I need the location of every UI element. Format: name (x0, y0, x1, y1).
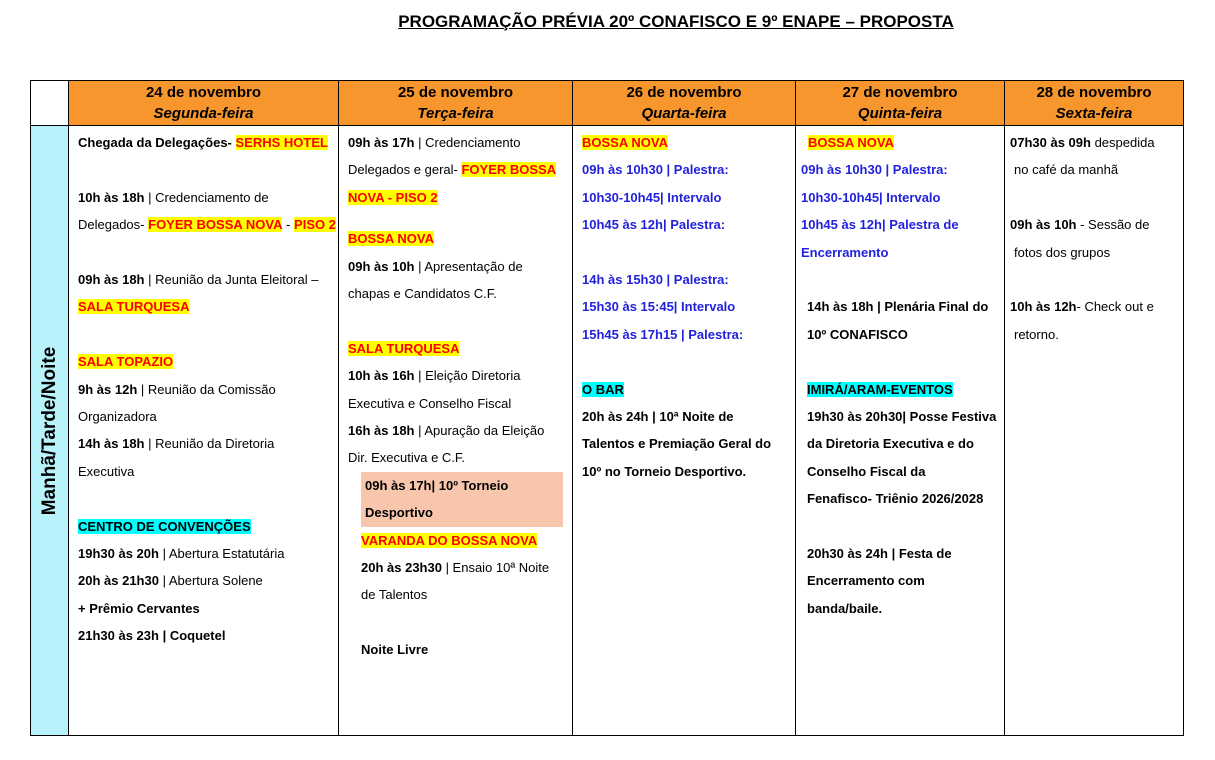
event-text: banda/baile. (807, 600, 883, 616)
day-weekday: Sexta-feira (1055, 105, 1133, 122)
day-weekday: Quinta-feira (857, 105, 943, 122)
venue-highlight: BOSSA NOVA (348, 231, 434, 247)
event-text: | Eleição Diretoria (414, 368, 521, 384)
event-text: chapas e Candidatos C.F. (348, 286, 497, 302)
event-time: 9h às 12h (78, 381, 138, 397)
event-text: Fenafisco- Triênio 2026/2028 (807, 491, 984, 507)
event-time: 10h às 16h (348, 368, 415, 384)
event-text: Chegada da Delegações- (78, 135, 232, 150)
event-text: 20h às 24h | 10ª Noite de (582, 409, 734, 425)
event-text: da Diretoria Executiva e do (807, 436, 974, 452)
event-text: 09h às 17h| 10º Torneio (365, 477, 509, 493)
day-weekday: Segunda-feira (153, 105, 254, 122)
venue-highlight: VARANDA DO BOSSA NOVA (361, 532, 538, 548)
event-time: 10h às 12h (1010, 299, 1077, 315)
venue-highlight: SALA TOPAZIO (78, 354, 174, 370)
event-time: 16h às 18h (348, 423, 415, 439)
event-text: Delegados e geral- (348, 162, 458, 178)
event-text: 09h às 10h30 | Palestra: (582, 162, 729, 178)
event-text: | Coquetel (158, 628, 226, 644)
venue-highlight: SALA TURQUESA (348, 340, 460, 356)
event-text: 10h45 às 12h| Palestra de (801, 217, 959, 233)
wednesday-column (573, 126, 796, 736)
day-header-wed (573, 81, 796, 126)
event-text: 14h às 18h | Plenária Final do (807, 299, 989, 315)
event-text: | Reunião da Junta Eleitoral – (144, 272, 319, 287)
event-text: 14h às 15h30 | Palestra: (582, 272, 729, 288)
venue-highlight: BOSSA NOVA (808, 135, 894, 150)
event-text: Desportivo (365, 505, 433, 521)
venue-highlight: PISO 2 (294, 217, 336, 233)
day-header-tue (339, 81, 573, 126)
event-time: 20h às 21h30 (78, 573, 159, 589)
corner-cell (31, 81, 69, 126)
event-text: | Reunião da Comissão (137, 381, 276, 397)
page-title: PROGRAMAÇÃO PRÉVIA 20º CONAFISCO E 9º ENAPE – PROPOSTA (398, 12, 954, 31)
event-time: 09h às 18h (78, 272, 145, 287)
event-time: 20h às 23h30 (361, 560, 442, 576)
event-text: 10h30-10h45| Intervalo (582, 189, 722, 205)
venue-highlight: NOVA - PISO 2 (348, 189, 438, 205)
event-text: + Prêmio Cervantes (78, 600, 200, 616)
venue-highlight: O BAR (582, 381, 624, 397)
event-text: Encerramento com (807, 573, 925, 589)
venue-highlight: SALA TURQUESA (78, 299, 190, 315)
monday-column (69, 126, 339, 736)
venue-highlight: CENTRO DE CONVENÇÕES (78, 518, 251, 534)
event-time: 09h às 10h (348, 258, 415, 274)
day-header-fri (1005, 81, 1184, 126)
event-text: | Apresentação de (414, 258, 523, 274)
event-text: | Festa de (887, 546, 952, 562)
period-label-cell (31, 126, 69, 736)
venue-highlight: FOYER BOSSA NOVA (148, 217, 283, 233)
event-text: 10º no Torneio Desportivo. (582, 463, 747, 479)
schedule-table (30, 80, 1184, 736)
event-time: 21h30 às 23h (78, 628, 159, 644)
day-weekday: Quarta-feira (641, 105, 727, 122)
body-row (31, 126, 1184, 736)
event-text: Noite Livre (361, 642, 429, 658)
event-text: Executiva e Conselho Fiscal (348, 395, 512, 411)
event-text: Organizadora (78, 409, 157, 425)
event-text: Conselho Fiscal da (807, 463, 926, 479)
event-text: 15h30 às 15:45| Intervalo (582, 299, 736, 315)
event-text: Delegados- (78, 217, 145, 233)
event-text: de Talentos (361, 587, 428, 603)
day-weekday: Terça-feira (417, 105, 494, 122)
day-date: 26 de novembro (626, 84, 742, 101)
day-header-mon (69, 81, 339, 126)
event-text: | Reunião da Diretoria (144, 436, 275, 452)
event-time: 09h às 10h (1010, 217, 1077, 233)
venue-highlight: BOSSA NOVA (582, 135, 668, 150)
event-text: retorno. (1014, 326, 1059, 342)
venue-highlight: IMIRÁ/ARAM-EVENTOS (807, 381, 953, 397)
tuesday-column (339, 126, 573, 736)
event-text: 10h45 às 12h| Palestra: (582, 217, 726, 233)
event-text: | Credenciamento de (144, 189, 269, 205)
period-label: Manhã/Tarde/Noite (38, 346, 60, 515)
header-row (31, 81, 1184, 126)
thursday-column (796, 126, 1005, 736)
event-text: no café da manhã (1014, 162, 1119, 178)
event-text: Encerramento (801, 244, 889, 260)
event-text: | Credenciamento (414, 135, 521, 150)
day-header-thu (796, 81, 1005, 126)
venue-highlight: FOYER BOSSA (461, 162, 557, 178)
venue-highlight: SERHS HOTEL (235, 135, 328, 150)
event-text: | Abertura Estatutária (158, 546, 285, 562)
event-text: Talentos e Premiação Geral do (582, 436, 772, 452)
event-text: - Check out e (1076, 299, 1154, 315)
event-time: 09h às 17h (348, 135, 415, 150)
event-text: 15h45 às 17h15 | Palestra: (582, 326, 744, 342)
event-text: 09h às 10h30 | Palestra: (801, 162, 948, 178)
event-time: 20h30 às 24h (807, 546, 888, 562)
day-date: 27 de novembro (842, 84, 958, 101)
event-text: despedida (1090, 135, 1155, 150)
day-date: 24 de novembro (145, 84, 262, 101)
event-text: 10º CONAFISCO (807, 326, 908, 342)
day-date: 25 de novembro (397, 84, 514, 101)
event-text: 10h30-10h45| Intervalo (801, 189, 941, 205)
event-text: - Sessão de (1076, 217, 1150, 233)
separator-text: - (282, 217, 295, 233)
event-text: | Ensaio 10ª Noite (441, 560, 550, 576)
event-text: Executiva (78, 463, 135, 479)
event-text: | Abertura Solene (158, 573, 263, 589)
event-text: Dir. Executiva e C.F. (348, 450, 466, 466)
friday-column (1005, 126, 1184, 736)
tournament-box (361, 472, 563, 527)
event-time: 07h30 às 09h (1010, 135, 1091, 150)
event-time: 14h às 18h (78, 436, 145, 452)
event-text: | Apuração da Eleição (414, 423, 545, 439)
event-text: 19h30 às 20h30| Posse Festiva (807, 409, 997, 425)
event-time: 10h às 18h (78, 189, 145, 205)
day-date: 28 de novembro (1036, 84, 1152, 101)
event-text: fotos dos grupos (1014, 244, 1111, 260)
event-time: 19h30 às 20h (78, 546, 159, 562)
